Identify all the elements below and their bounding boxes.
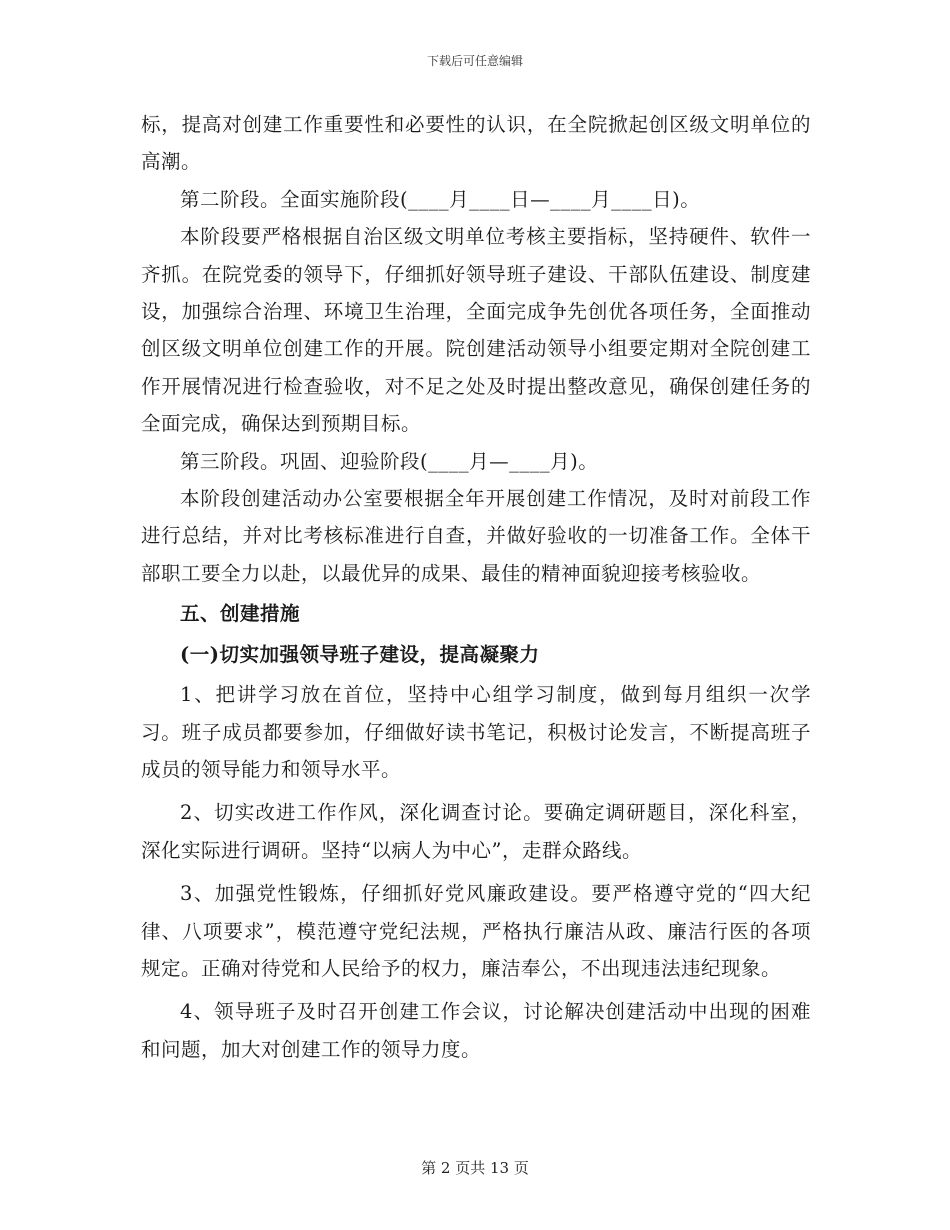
section-heading-measures: 五、创建措施 [180,602,301,626]
list-item-4: 4、领导班子及时召开创建工作会议，讨论解决创建活动中出现的困难和问题，加大对创建工作的领导力度。 [141,1000,811,1061]
page-header: 下载后可任意编辑 [426,54,523,68]
paragraph-stage-three: 第三阶段。巩固、迎验阶段(____月—____月)。 [180,449,599,473]
list-item-2: 2、切实改进工作作风，深化调查讨论。要确定调研题目，深化科室，深化实际进行调研。坚持“以病人为中心”，走群众路线。 [141,801,811,862]
document-body [141,106,811,1068]
paragraph-stage-three-detail: 本阶段创建活动办公室要根据全年开展创建工作情况，及时对前段工作进行总结，并对比考核标准进行自查，并做好验收的一切准备工作。全体干部职工要全力以赴，以最优异的成果、最佳的精神面貌迎接考核验收。 [141,487,811,585]
paragraph-stage-two-detail: 本阶段要严格根据自治区级文明单位考核主要指标，坚持硬件、软件一齐抓。在院党委的领导下，仔细抓好领导班子建设、干部队伍建设、制度建设，加强综合治理、环境卫生治理，全面完成争先创优各项任务，全面推动创区级文明单位创建工作的开展。院创建活动领导小组要定期对全院创建工作开展情况进行检查验收，对不足之处及时提出整改意见，确保创建任务的全面完成，确保达到预期目标。 [141,225,811,436]
subsection-heading-leadership: (一)切实加强领导班子建设，提高凝聚力 [180,642,540,666]
list-item-3: 3、加强党性锻炼，仔细抓好党风廉政建设。要严格遵守党的“四大纪律、八项要求”，模范遵守党纪法规，严格执行廉洁从政、廉洁行医的各项规定。正确对待党和人民给予的权力，廉洁奉公，不出现违法违纪现象。 [141,882,811,980]
paragraph-continuation: 标，提高对创建工作重要性和必要性的认识，在全院掀起创区级文明单位的高潮。 [141,113,811,174]
page-number-footer: 第 2 页共 13 页 [421,1159,529,1177]
list-item-1: 1、把讲学习放在首位，坚持中心组学习制度，做到每月组织一次学习。班子成员都要参加，仔细做好读书笔记，积极讨论发言，不断提高班子成员的领导能力和领导水平。 [141,683,811,781]
paragraph-stage-two: 第二阶段。全面实施阶段(____月____日—____月____日)。 [180,187,701,211]
